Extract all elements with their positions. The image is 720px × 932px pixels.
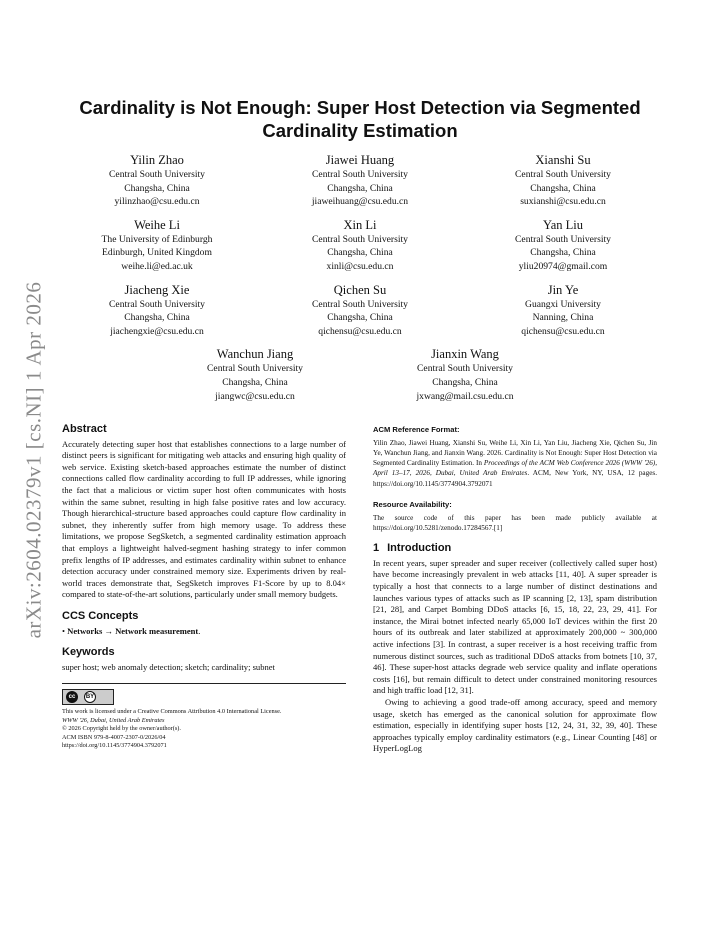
author-name: Jianxin Wang [431,347,499,362]
ccs-item: Networks → Network measurement [67,625,199,636]
author-card [265,217,455,274]
author-location: Changsha, China [530,182,596,194]
resource-text: The source code of this paper has been made publicly available at https://doi.org/10.5281/zenodo.17284567.[1] [373,513,657,532]
author-location: Changsha, China [432,376,498,388]
ccs-section [62,611,346,637]
author-card [62,217,252,274]
reference-format-section [373,424,657,489]
ccs-concepts [62,626,346,638]
license-doi[interactable]: https://doi.org/10.1145/3774904.3792071 [62,741,167,749]
author-name: Jin Ye [547,282,579,297]
author-name: Jiacheng Xie [124,282,190,297]
author-card [468,217,658,274]
author-card [468,152,658,209]
author-card [370,346,560,403]
author-affiliation: Central South University [109,298,205,310]
ccs-suffix: . [198,625,201,636]
author-email[interactable]: jiachengxie@csu.edu.cn [110,325,204,337]
author-email[interactable]: yliu20974@gmail.com [518,260,608,272]
author-affiliation: Central South University [207,363,303,375]
ccs-heading: CCS Concepts [62,609,139,622]
author-email[interactable]: jxwang@mail.csu.edu.cn [416,390,514,402]
author-location: Nanning, China [532,312,594,324]
paper-title: Cardinality is Not Enough: Super Host Detection via Segmented Cardinality Estimation [79,97,641,141]
author-location: Changsha, China [124,182,190,194]
author-location: Changsha, China [530,247,596,259]
reference-format-text: Yilin Zhao, Jiawei Huang, Xianshi Su, Weihe Li, Xin Li, Yan Liu, Jiacheng Xie, Qichen Su, Jin Ye, Wanchun Jiang, and Jianxin Wang. 2026. Cardinality is Not Enough: Super Host Detection via Segmented Cardinality Estimation. In Proceedings of the ACM Web Conference 2026 (WWW '26), April 13–17, 2026, Dubai, United Arab Emirates. ACM, New York, NY, USA, 12 pages. https://doi.org/10.1145/3774904.3792071 [373,438,657,488]
license-line: This work is licensed under a Creative Commons Attribution 4.0 International License. [62,708,282,716]
author-row [62,282,658,339]
author-location: Changsha, China [124,312,190,324]
author-email[interactable]: xinli@csu.edu.cn [326,260,394,272]
left-column [62,424,346,750]
author-email[interactable]: qichensu@csu.edu.cn [521,325,605,337]
resource-heading: Resource Availability: [373,500,452,510]
author-card [160,346,350,403]
author-name: Qichen Su [333,282,387,297]
introduction-paragraph-2: Owing to achieving a good trade-off among accuracy, speed and memory usage, sketch has emerged as the canonical solution for approximate flow estimation, especially in identifying super hosts [12, 24, 31, 32, 39, 40]. These approaches typically employ cardinality estimators (e.g., Linear Counting [48] or HyperLogLog [373,696,657,754]
introduction-paragraph-1: In recent years, super spreader and super receiver (collectively called super host) have become increasingly prevalent in web attacks [11, 40]. A super spreader is typically a host that connects to a large number of distinct destinations and launches various types of attacks such as IP scanning [2, 13], spam distribution [21, 28], and Carpet Bombing DDoS attacks [6, 15, 18, 22, 23, 29, 41]. For instance, the Mirai botnet infected nearly 65,000 IoT devices within the first 20 hours of its outbreak and later stabilized at approximately 200,000 ~ 300,000 active infections [3]. In contrast, a super receiver is a host receiving traffic from numerous distinct sources, such as traditional DDoS attacks from botnets [10, 37, 46]. These super-host attacks degrade web service quality and inflate operations costs [16], but remain difficult to detect under constrained monitoring resources and high traffic load [12, 31]. [373,557,657,696]
author-name: Xin Li [343,217,377,232]
author-row [62,152,658,209]
attribution-icon: BY [84,691,96,703]
ccs-bullet: • [62,625,65,636]
author-row [62,217,658,274]
abstract-text: Accurately detecting super host that establishes connections to a large number of distinct peers is significant for mitigating web attacks and ensuring high quality of web service. Existing sketch-based approaches estimate the number of distinct connections called flow cardinality according to full IP addresses, while ignoring the fact that a malicious or victim super host often communicates with hosts within the same subnet, resulting in high false positive rates and low accuracy. Though hierarchical-structure based approaches could capture flow cardinality in subnet, they inherently suffer from high memory usage. To address these limitations, we propose SegSketch, a segmented cardinality estimation approach that employs a lightweight halved-segment hashing strategy to infer common prefix lengths of IP addresses, and estimates cardinality within subnet to enhance detection accuracy under constrained memory size. Experiments driven by real-world traces demonstrate that, SegSketch improves F1-Score by up to 8.04× compared to state-of-the-art solutions, particularly under small memory budgets. [62,438,346,600]
author-email[interactable]: qichensu@csu.edu.cn [318,325,402,337]
arxiv-stamp-text: arXiv:2604.02379v1 [cs.NI] 1 Apr 2026 [21,281,46,639]
author-location: Edinburgh, United Kingdom [102,247,212,259]
author-affiliation: The University of Edinburgh [101,233,213,245]
license-block [62,683,346,750]
author-affiliation: Central South University [109,169,205,180]
abstract-section [62,424,346,601]
author-affiliation: Central South University [312,233,408,245]
section-number: 1 [373,542,380,555]
author-card [265,152,455,209]
author-email[interactable]: suxianshi@csu.edu.cn [520,196,606,208]
author-name: Yan Liu [542,217,584,232]
right-column [373,424,657,755]
author-location: Changsha, China [327,247,393,259]
reference-format-heading: ACM Reference Format: [373,425,460,434]
author-location: Changsha, China [222,376,288,388]
author-affiliation: Central South University [312,169,408,180]
author-email[interactable]: jiaweihuang@csu.edu.cn [311,196,409,208]
author-name: Weihe Li [134,217,180,232]
author-row [62,346,658,403]
license-isbn: ACM ISBN 979-8-4007-2307-0/2026/04 [62,733,166,741]
author-card [62,152,252,209]
author-location: Changsha, China [327,312,393,324]
author-affiliation: Guangxi University [525,298,601,310]
author-name: Wanchun Jiang [216,347,294,362]
section-title: Introduction [387,542,452,555]
keywords-text: super host; web anomaly detection; sketch; cardinality; subnet [62,661,275,672]
author-affiliation: Central South University [515,233,611,245]
license-venue: WWW '26, Dubai, United Arab Emirates [62,716,165,724]
creative-commons-icon: cc [66,691,78,703]
keywords-heading: Keywords [62,646,115,659]
author-name: Xianshi Su [535,153,591,167]
author-name: Jiawei Huang [325,153,395,167]
abstract-heading: Abstract [62,423,107,435]
author-affiliation: Central South University [515,169,611,180]
author-block [62,152,658,411]
license-copyright: © 2026 Copyright held by the owner/author(s). [62,725,181,733]
author-card [468,282,658,339]
author-affiliation: Central South University [417,363,513,375]
author-card [265,282,455,339]
author-email[interactable]: yilinzhao@csu.edu.cn [114,196,200,208]
keywords-section [62,647,346,673]
arxiv-stamp [10,250,58,670]
author-name: Yilin Zhao [130,153,184,167]
author-location: Changsha, China [327,182,393,194]
introduction-heading [373,543,657,555]
author-affiliation: Central South University [312,298,408,310]
reference-venue: Proceedings of the ACM Web Conference 2026 (WWW '26), April 13–17, 2026, Dubai, United Arab Emirates [373,459,657,478]
resource-section [373,499,657,533]
cc-by-badge[interactable] [62,689,114,705]
author-email[interactable]: jiangwc@csu.edu.cn [215,390,295,402]
introduction-section [373,543,657,755]
author-card [62,282,252,339]
author-email[interactable]: weihe.li@ed.ac.uk [121,260,193,272]
